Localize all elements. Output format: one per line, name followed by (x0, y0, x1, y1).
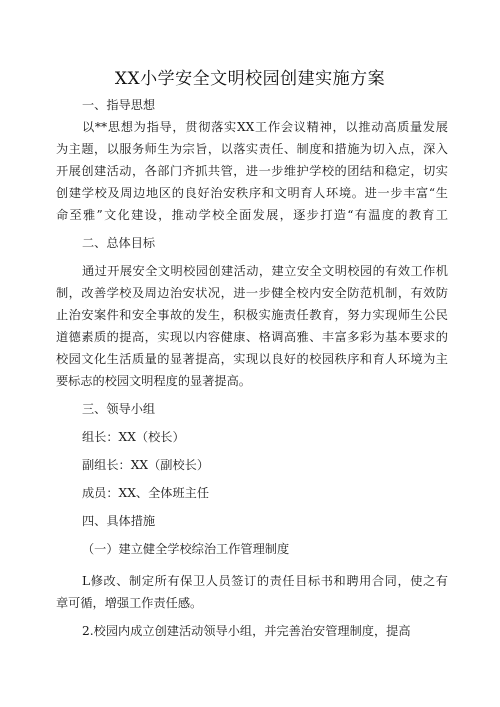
paragraph-line: 开展创建活动，各部门齐抓共管，进一步维护学校的团结和稳定，切实 (56, 164, 448, 178)
section-heading: 四、具体措施 (82, 514, 156, 528)
section-heading: 一、指导思想 (82, 98, 156, 112)
document-title: XX小学安全文明校园创建实施方案 (114, 69, 386, 89)
deputy-leader-line: 副组长：XX（副校长） (82, 458, 210, 472)
paragraph-line: L修改、制定所有保卫人员签订的责任目标书和聘用合同，使之有 (82, 574, 448, 588)
paragraph-line: 以**思想为指导，贯彻落实XX工作会议精神，以推动高质量发展 (82, 120, 448, 134)
paragraph-line: 命至雅”文化建设，推动学校全面发展，逐步打造“有温度的教育工 (56, 208, 448, 222)
leader-line: 组长：XX（校长） (82, 430, 185, 444)
paragraph-line: 校园文化生活质量的显著提高，实现以良好的校园秩序和育人环境为主 (56, 352, 448, 366)
paragraph-line: 为主题，以服务师生为宗旨，以落实责任、制度和措施为切入点，深入 (56, 142, 448, 156)
members-line: 成员：XX、全体班主任 (82, 486, 210, 500)
section-heading: 三、领导小组 (82, 402, 156, 416)
paragraph-line: 道德素质的提高，实现以内容健康、格调高雅、丰富多彩为基本要求的 (56, 330, 448, 344)
paragraph-line: 创建学校及周边地区的良好治安秩序和文明育人环境。进一步丰富“生 (56, 186, 448, 200)
paragraph-line: 通过开展安全文明校园创建活动，建立安全文明校园的有效工作机 (82, 264, 448, 278)
paragraph-line: 制，改善学校及周边治安状况，进一步健全校内安全防范机制，有效防 (56, 286, 448, 300)
paragraph-line: 要标志的校园文明程度的显著提高。 (56, 374, 251, 388)
section-heading: 二、总体目标 (82, 236, 156, 250)
paragraph-line: 章可循，增强工作责任感。 (56, 596, 203, 610)
document-body (56, 94, 448, 642)
subsection-heading: （一）建立健全学校综治工作管理制度 (82, 542, 290, 556)
paragraph-line: 止治安案件和安全事故的发生，积极实施责任教育，努力实现师生公民 (56, 308, 448, 322)
paragraph-line: 2.校园内成立创建活动领导小组，并完善治安管理制度，提高 (82, 624, 411, 638)
